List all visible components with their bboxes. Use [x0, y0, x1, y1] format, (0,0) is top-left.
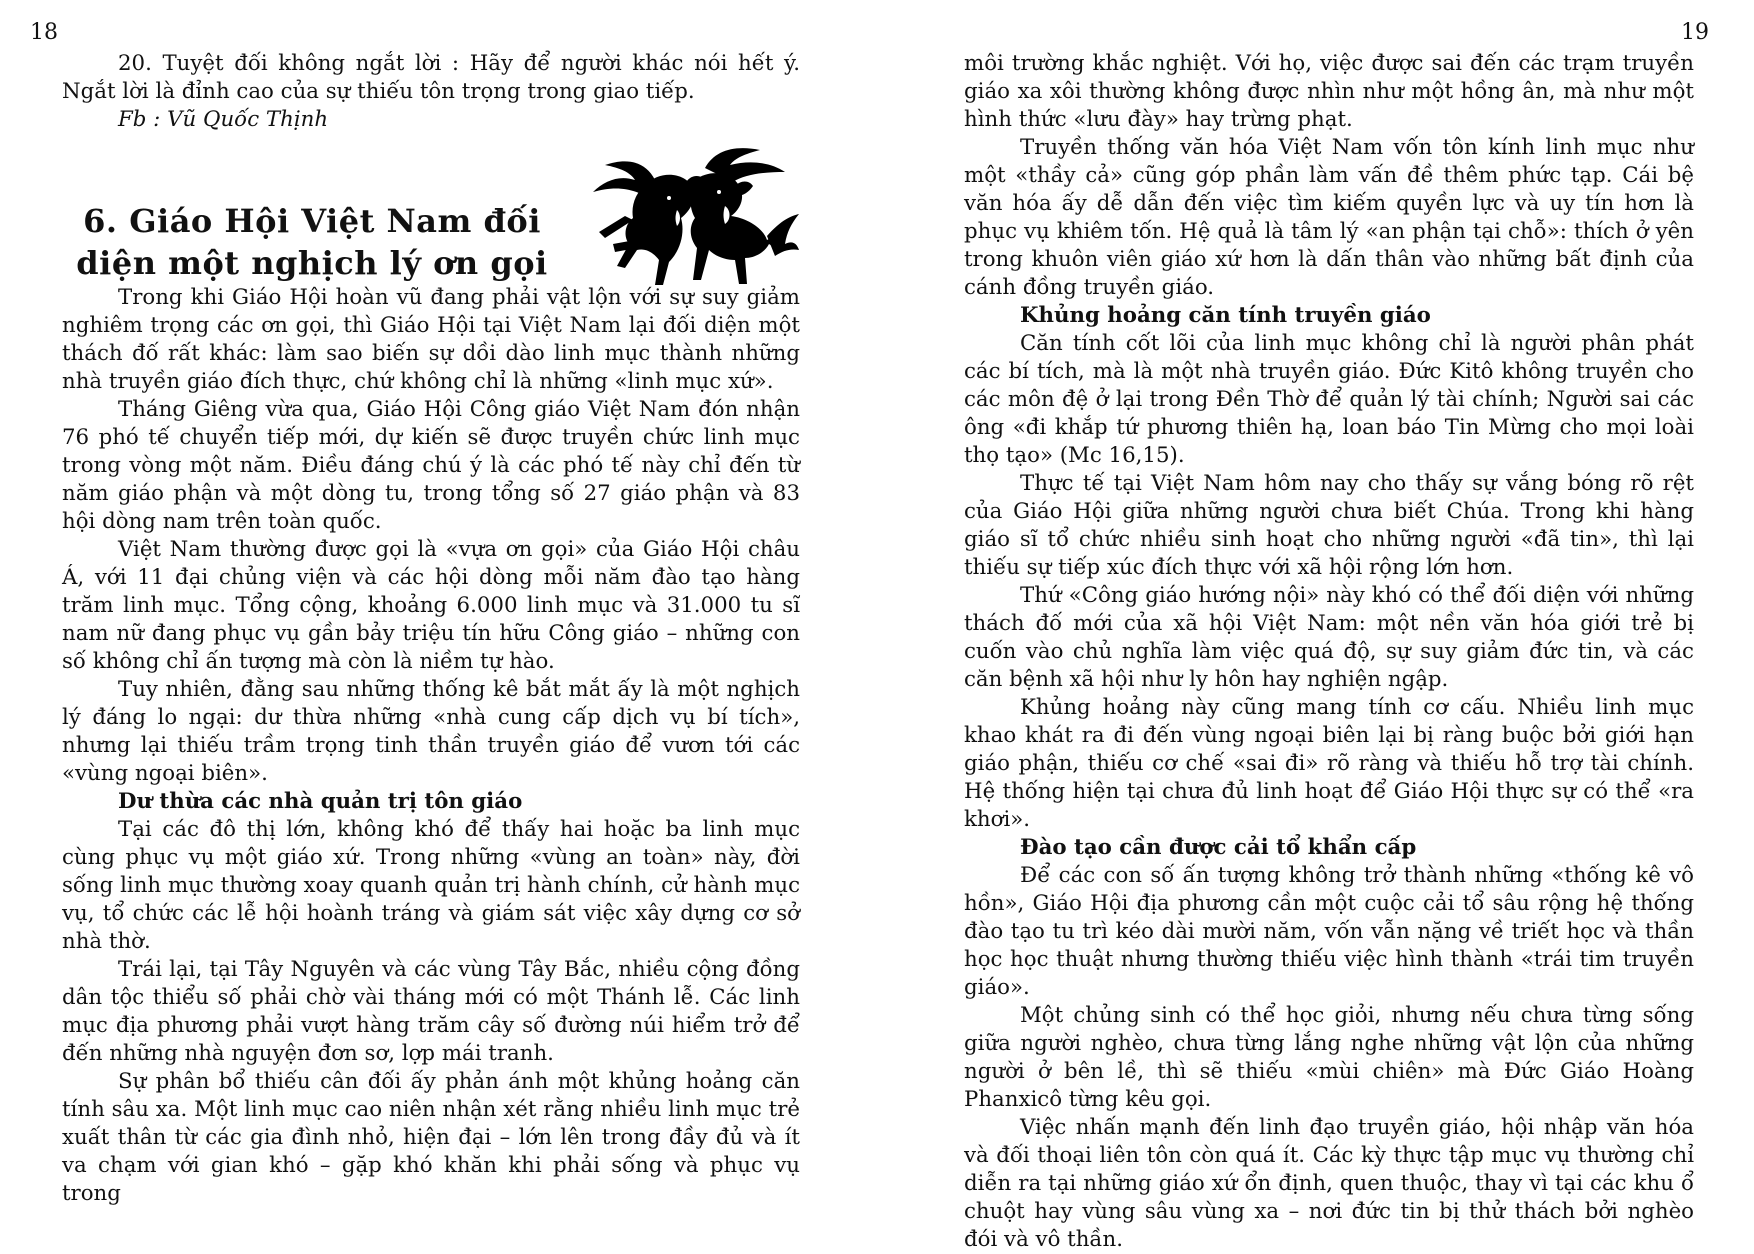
left-body-text: [62, 284, 800, 1208]
title-line-2: diện một nghịch lý ơn gọi: [76, 244, 548, 282]
chapter-title: [62, 200, 562, 284]
left-top-text: [62, 50, 800, 134]
page-number-right: 19: [1681, 20, 1709, 45]
paragraph: Việt Nam thường được gọi là «vựa ơn gọi» của Giáo Hội châu Á, với 11 đại chủng viện và các hội dòng mỗi năm đào tạo hàng trăm linh mục. Tổng cộng, khoảng 6.000 linh mục và 31.000 tu sĩ nam nữ đang phục vụ gần bảy triệu tín hữu Công giáo – những con số không chỉ ấn tượng mà còn là niềm tự hào.: [62, 537, 800, 674]
paragraph: Truyền thống văn hóa Việt Nam vốn tôn kính linh mục như một «thầy cả» cũng góp phần làm vấn đề thêm phức tạp. Cái bệ văn hóa ấy dễ dẫn đến việc tìm kiếm quyền lực và uy tín hơn là phục vụ khiêm tốn. Hệ quả là tâm lý «an phận tại chỗ»: thích ở yên trong khuôn viên giáo xứ hơn là dấn thân vào những bất định của cánh đồng truyền giáo.: [964, 135, 1694, 300]
section-heading: Đào tạo cần được cải tổ khẩn cấp: [1020, 835, 1417, 860]
page-number-left: 18: [30, 20, 58, 45]
paragraph: Trái lại, tại Tây Nguyên và các vùng Tây Bắc, nhiều cộng đồng dân tộc thiểu số phải chờ vài tháng mới có một Thánh lễ. Các linh mục địa phương phải vượt hàng trăm cây số đường núi hiểm trở để đến những nhà nguyện đơn sơ, lợp mái tranh.: [62, 957, 800, 1066]
right-page: [877, 0, 1754, 1252]
paragraph: Tuy nhiên, đằng sau những thống kê bắt mắt ấy là một nghịch lý đáng lo ngại: dư thừa những «nhà cung cấp dịch vụ bí tích», nhưng lại thiếu trầm trọng tinh thần truyền giáo để vươn tới các «vùng ngoại biên».: [62, 677, 800, 786]
paragraph: Để các con số ấn tượng không trở thành những «thống kê vô hồn», Giáo Hội địa phương cần một cuộc cải tổ sâu rộng hệ thống đào tạo tu trì kéo dài mười năm, vốn vẫn nặng về triết học và thần học học thuật nhưng thường thiếu việc hình thành «trái tim truyền giáo».: [964, 863, 1694, 1000]
paragraph: Việc nhấn mạnh đến linh đạo truyền giáo, hội nhập văn hóa và đối thoại liên tôn còn quá ít. Các kỳ thực tập mục vụ thường chỉ diễn ra tại những giáo xứ ổn định, quen thuộc, thay vì tại các khu ổ chuột hay vùng sâu vùng xa – nơi đức tin bị thử thách bởi nghèo đói và vô thần.: [964, 1115, 1694, 1252]
section-heading: Dư thừa các nhà quản trị tôn giáo: [118, 789, 523, 814]
paragraph: Tháng Giêng vừa qua, Giáo Hội Công giáo Việt Nam đón nhận 76 phó tế chuyển tiếp mới, dự kiến sẽ được truyền chức linh mục trong vòng một năm. Điều đáng chú ý là các phó tế này chỉ đến từ năm giáo phận và một dòng tu, trong tổng số 27 giáo phận và 83 hội dòng nam trên toàn quốc.: [62, 397, 800, 534]
paragraph: Tại các đô thị lớn, không khó để thấy hai hoặc ba linh mục cùng phục vụ một giáo xứ. Trong những «vùng an toàn» này, đời sống linh mục thường xoay quanh quản trị hành chính, cử hành mục vụ, tổ chức các lễ hội hoành tráng và giám sát việc xây dựng cơ sở nhà thờ.: [62, 817, 800, 954]
left-page: [0, 0, 877, 1241]
title-line-1: 6. Giáo Hội Việt Nam đối: [83, 202, 541, 240]
paragraph: Một chủng sinh có thể học giỏi, nhưng nếu chưa từng sống giữa người nghèo, chưa từng lắng nghe những vật lộn của những người ở bên lề, thì sẽ thiếu «mùi chiên» mà Đức Giáo Hoàng Phanxicô từng kêu gọi.: [964, 1003, 1694, 1112]
item-20-paragraph: 20. Tuyệt đối không ngắt lời : Hãy để người khác nói hết ý. Ngắt lời là đỉnh cao của sự thiếu tôn trọng trong giao tiếp.: [62, 51, 800, 104]
paragraph: Thực tế tại Việt Nam hôm nay cho thấy sự vắng bóng rõ rệt của Giáo Hội giữa những người chưa biết Chúa. Trong khi hàng giáo sĩ tổ chức nhiều sinh hoạt cho những người «đã tin», thì lại thiếu sự tiếp xúc đích thực với xã hội rộng lớn hơn.: [964, 471, 1694, 580]
fb-credit: Fb : Vũ Quốc Thịnh: [118, 107, 329, 132]
paragraph: Khủng hoảng này cũng mang tính cơ cấu. Nhiều linh mục khao khát ra đi đến vùng ngoại biên lại bị ràng buộc bởi giới hạn giáo phận, thiếu cơ chế «sai đi» rõ ràng và thiếu hỗ trợ tài chính. Hệ thống hiện tại chưa đủ linh hoạt để Giáo Hội thực sự có thể «ra khơi».: [964, 695, 1694, 832]
paragraph: Căn tính cốt lõi của linh mục không chỉ là người phân phát các bí tích, mà là một nhà truyền giáo. Đức Kitô không truyền cho các môn đệ ở lại trong Đền Thờ để quản lý tài chính; Người sai các ông «đi khắp tứ phương thiên hạ, loan báo Tin Mừng cho mọi loài thọ tạo» (Mc 16,15).: [964, 331, 1694, 468]
paragraph: Sự phân bổ thiếu cân đối ấy phản ánh một khủng hoảng căn tính sâu xa. Một linh mục cao niên nhận xét rằng nhiều linh mục trẻ xuất thân từ các gia đình nhỏ, hiện đại – lớn lên trong đầy đủ và ít va chạm với gian khó – gặp khó khăn khi phải sống và phục vụ trong: [62, 1069, 800, 1206]
paragraph: môi trường khắc nghiệt. Với họ, việc được sai đến các trạm truyền giáo xa xôi thường không được nhìn như một hồng ân, mà như một hình thức «lưu đày» hay trừng phạt.: [964, 51, 1694, 132]
section-heading: Khủng hoảng căn tính truyền giáo: [1020, 303, 1431, 328]
paragraph: Thứ «Công giáo hướng nội» này khó có thể đối diện với những thách đố mới của xã hội Việt Nam: một nền văn hóa giới trẻ bị cuốn vào chủ nghĩa làm việc quá độ, sự suy giảm đức tin, và các căn bệnh xã hội như ly hôn hay nghiện ngập.: [964, 583, 1694, 692]
paragraph: Trong khi Giáo Hội hoàn vũ đang phải vật lộn với sự suy giảm nghiêm trọng các ơn gọi, thì Giáo Hội tại Việt Nam lại đối diện một thách đố rất khác: làm sao biến sự dồi dào linh mục thành những nhà truyền giáo đích thực, chứ không chỉ là những «linh mục xứ».: [62, 285, 800, 394]
right-body-text: [964, 50, 1694, 1254]
horses-illustration: [585, 140, 800, 290]
